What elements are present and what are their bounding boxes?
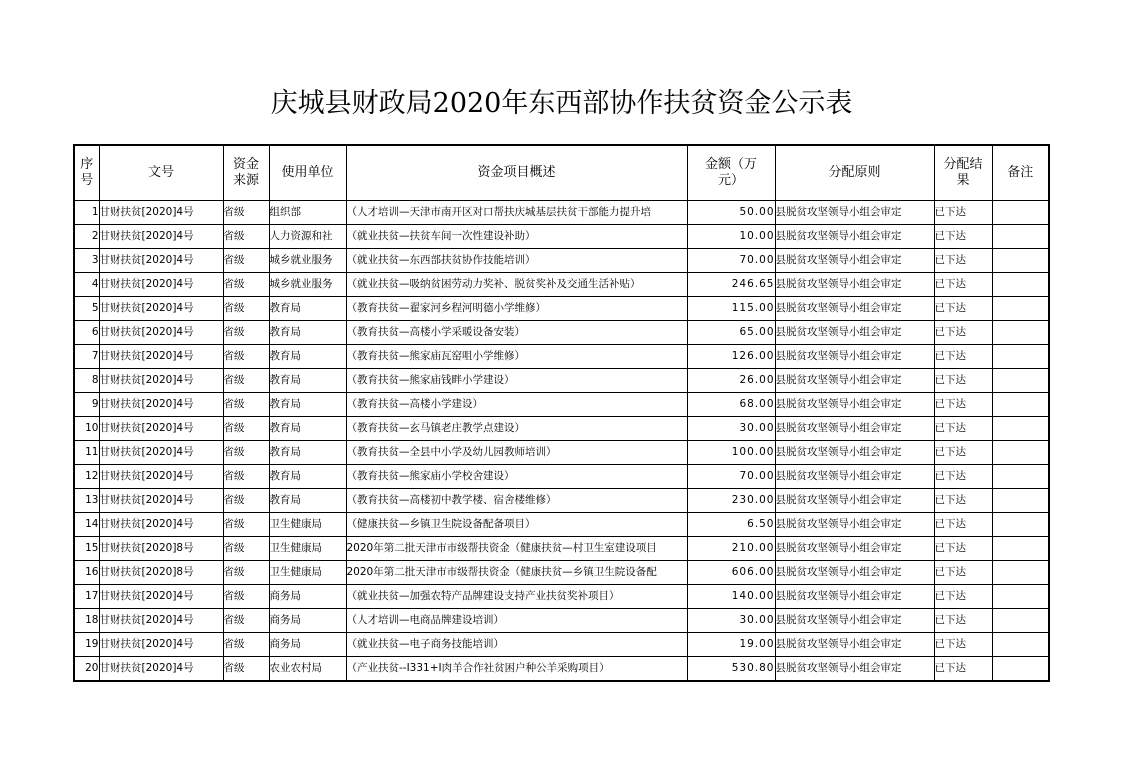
- cell-allocation-result: 已下达: [934, 417, 992, 441]
- cell-doc-number: 甘财扶贫[2020]4号: [99, 513, 223, 537]
- cell-fund-source: 省级: [223, 513, 269, 537]
- cell-note: [992, 393, 1049, 417]
- cell-allocation-result: 已下达: [934, 489, 992, 513]
- cell-amount: 30.00: [687, 417, 775, 441]
- cell-note: [992, 249, 1049, 273]
- cell-note: [992, 201, 1049, 225]
- cell-allocation-rule: 县脱贫攻坚领导小组会审定: [775, 273, 934, 297]
- cell-seq: 3: [74, 249, 99, 273]
- cell-doc-number: 甘财扶贫[2020]4号: [99, 489, 223, 513]
- cell-doc-number: 甘财扶贫[2020]8号: [99, 561, 223, 585]
- cell-allocation-result: 已下达: [934, 585, 992, 609]
- cell-using-unit: 农业农村局: [269, 657, 346, 682]
- cell-using-unit: 教育局: [269, 345, 346, 369]
- cell-project-summary: （健康扶贫—乡镇卫生院设备配备项目）: [346, 513, 687, 537]
- cell-amount: 230.00: [687, 489, 775, 513]
- table-row: [74, 369, 1049, 393]
- table-row: [74, 273, 1049, 297]
- cell-amount: 126.00: [687, 345, 775, 369]
- table-row: [74, 513, 1049, 537]
- cell-doc-number: 甘财扶贫[2020]8号: [99, 537, 223, 561]
- cell-project-summary: 2020年第二批天津市市级帮扶资金（健康扶贫—村卫生室建设项目: [346, 537, 687, 561]
- cell-doc-number: 甘财扶贫[2020]4号: [99, 609, 223, 633]
- cell-fund-source: 省级: [223, 585, 269, 609]
- cell-allocation-result: 已下达: [934, 633, 992, 657]
- cell-project-summary: （教育扶贫—高楼初中教学楼、宿舍楼维修）: [346, 489, 687, 513]
- cell-amount: 19.00: [687, 633, 775, 657]
- cell-note: [992, 633, 1049, 657]
- cell-doc-number: 甘财扶贫[2020]4号: [99, 273, 223, 297]
- cell-allocation-rule: 县脱贫攻坚领导小组会审定: [775, 249, 934, 273]
- cell-project-summary: （人才培训—天津市南开区对口帮扶庆城基层扶贫干部能力提升培: [346, 201, 687, 225]
- header-source: 资金来源: [223, 145, 269, 201]
- cell-doc-number: 甘财扶贫[2020]4号: [99, 249, 223, 273]
- cell-fund-source: 省级: [223, 297, 269, 321]
- cell-project-summary: （教育扶贫—翟家河乡程河明德小学维修）: [346, 297, 687, 321]
- cell-doc-number: 甘财扶贫[2020]4号: [99, 585, 223, 609]
- cell-fund-source: 省级: [223, 609, 269, 633]
- table-row: [74, 609, 1049, 633]
- cell-allocation-rule: 县脱贫攻坚领导小组会审定: [775, 417, 934, 441]
- cell-using-unit: 教育局: [269, 489, 346, 513]
- cell-doc-number: 甘财扶贫[2020]4号: [99, 225, 223, 249]
- cell-seq: 6: [74, 321, 99, 345]
- cell-amount: 26.00: [687, 369, 775, 393]
- cell-seq: 15: [74, 537, 99, 561]
- cell-note: [992, 297, 1049, 321]
- cell-using-unit: 商务局: [269, 633, 346, 657]
- cell-allocation-rule: 县脱贫攻坚领导小组会审定: [775, 513, 934, 537]
- cell-allocation-result: 已下达: [934, 465, 992, 489]
- cell-seq: 18: [74, 609, 99, 633]
- cell-allocation-rule: 县脱贫攻坚领导小组会审定: [775, 609, 934, 633]
- cell-seq: 5: [74, 297, 99, 321]
- header-desc: 资金项目概述: [346, 145, 687, 201]
- table-body: [74, 201, 1049, 682]
- cell-allocation-rule: 县脱贫攻坚领导小组会审定: [775, 489, 934, 513]
- cell-allocation-rule: 县脱贫攻坚领导小组会审定: [775, 345, 934, 369]
- header-note: 备注: [992, 145, 1049, 201]
- cell-amount: 6.50: [687, 513, 775, 537]
- cell-fund-source: 省级: [223, 417, 269, 441]
- header-rule: 分配原则: [775, 145, 934, 201]
- page-title: 庆城县财政局2020年东西部协作扶贫资金公示表: [270, 88, 853, 119]
- cell-fund-source: 省级: [223, 465, 269, 489]
- cell-amount: 246.65: [687, 273, 775, 297]
- cell-allocation-result: 已下达: [934, 201, 992, 225]
- cell-fund-source: 省级: [223, 201, 269, 225]
- table-row: [74, 489, 1049, 513]
- cell-amount: 70.00: [687, 465, 775, 489]
- cell-project-summary: （教育扶贫—熊家庙钱畔小学建设）: [346, 369, 687, 393]
- cell-amount: 10.00: [687, 225, 775, 249]
- cell-project-summary: （就业扶贫—扶贫车间一次性建设补助）: [346, 225, 687, 249]
- cell-note: [992, 585, 1049, 609]
- cell-using-unit: 卫生健康局: [269, 513, 346, 537]
- cell-allocation-result: 已下达: [934, 537, 992, 561]
- cell-allocation-result: 已下达: [934, 561, 992, 585]
- cell-using-unit: 教育局: [269, 393, 346, 417]
- cell-allocation-rule: 县脱贫攻坚领导小组会审定: [775, 465, 934, 489]
- header-doc: 文号: [99, 145, 223, 201]
- cell-amount: 70.00: [687, 249, 775, 273]
- cell-note: [992, 441, 1049, 465]
- header-unit: 使用单位: [269, 145, 346, 201]
- cell-note: [992, 417, 1049, 441]
- cell-seq: 14: [74, 513, 99, 537]
- header-row: [74, 145, 1049, 201]
- cell-using-unit: 城乡就业服务: [269, 249, 346, 273]
- cell-allocation-result: 已下达: [934, 393, 992, 417]
- cell-project-summary: （就业扶贫—东西部扶贫协作技能培训）: [346, 249, 687, 273]
- cell-using-unit: 教育局: [269, 417, 346, 441]
- fund-table: [73, 144, 1050, 682]
- cell-fund-source: 省级: [223, 657, 269, 682]
- cell-project-summary: 2020年第二批天津市市级帮扶资金（健康扶贫—乡镇卫生院设备配: [346, 561, 687, 585]
- cell-allocation-result: 已下达: [934, 513, 992, 537]
- cell-seq: 4: [74, 273, 99, 297]
- header-result: 分配结果: [934, 145, 992, 201]
- cell-allocation-result: 已下达: [934, 297, 992, 321]
- cell-note: [992, 225, 1049, 249]
- cell-project-summary: （产业扶贫--I331+I肉羊合作社贫困户种公羊采购项目）: [346, 657, 687, 682]
- header-amount: 金额（万元）: [687, 145, 775, 201]
- cell-project-summary: （教育扶贫—熊家庙小学校舍建设）: [346, 465, 687, 489]
- cell-fund-source: 省级: [223, 225, 269, 249]
- cell-project-summary: （就业扶贫—吸纳贫困劳动力奖补、脱贫奖补及交通生活补贴）: [346, 273, 687, 297]
- cell-amount: 210.00: [687, 537, 775, 561]
- cell-using-unit: 卫生健康局: [269, 537, 346, 561]
- cell-doc-number: 甘财扶贫[2020]4号: [99, 201, 223, 225]
- cell-amount: 65.00: [687, 321, 775, 345]
- cell-using-unit: 商务局: [269, 585, 346, 609]
- cell-fund-source: 省级: [223, 537, 269, 561]
- cell-using-unit: 组织部: [269, 201, 346, 225]
- cell-seq: 2: [74, 225, 99, 249]
- cell-seq: 9: [74, 393, 99, 417]
- cell-using-unit: 教育局: [269, 465, 346, 489]
- table-row: [74, 561, 1049, 585]
- cell-seq: 10: [74, 417, 99, 441]
- cell-using-unit: 教育局: [269, 441, 346, 465]
- cell-allocation-result: 已下达: [934, 345, 992, 369]
- cell-note: [992, 489, 1049, 513]
- cell-allocation-rule: 县脱贫攻坚领导小组会审定: [775, 585, 934, 609]
- cell-project-summary: （人才培训—电商品牌建设培训）: [346, 609, 687, 633]
- table-row: [74, 585, 1049, 609]
- cell-project-summary: （教育扶贫—高楼小学建设）: [346, 393, 687, 417]
- cell-doc-number: 甘财扶贫[2020]4号: [99, 393, 223, 417]
- cell-allocation-result: 已下达: [934, 369, 992, 393]
- cell-fund-source: 省级: [223, 633, 269, 657]
- cell-note: [992, 513, 1049, 537]
- cell-amount: 140.00: [687, 585, 775, 609]
- cell-amount: 115.00: [687, 297, 775, 321]
- cell-note: [992, 537, 1049, 561]
- cell-seq: 11: [74, 441, 99, 465]
- cell-doc-number: 甘财扶贫[2020]4号: [99, 345, 223, 369]
- cell-note: [992, 369, 1049, 393]
- cell-note: [992, 345, 1049, 369]
- cell-project-summary: （就业扶贫—加强农特产品牌建设支持产业扶贫奖补项目）: [346, 585, 687, 609]
- cell-allocation-result: 已下达: [934, 657, 992, 682]
- cell-amount: 50.00: [687, 201, 775, 225]
- cell-fund-source: 省级: [223, 321, 269, 345]
- cell-using-unit: 商务局: [269, 609, 346, 633]
- cell-fund-source: 省级: [223, 441, 269, 465]
- cell-doc-number: 甘财扶贫[2020]4号: [99, 657, 223, 682]
- table-row: [74, 201, 1049, 225]
- cell-fund-source: 省级: [223, 393, 269, 417]
- cell-using-unit: 城乡就业服务: [269, 273, 346, 297]
- cell-using-unit: 人力资源和社: [269, 225, 346, 249]
- table-row: [74, 297, 1049, 321]
- cell-using-unit: 教育局: [269, 297, 346, 321]
- cell-doc-number: 甘财扶贫[2020]4号: [99, 369, 223, 393]
- cell-project-summary: （教育扶贫—玄马镇老庄教学点建设）: [346, 417, 687, 441]
- cell-allocation-rule: 县脱贫攻坚领导小组会审定: [775, 537, 934, 561]
- cell-note: [992, 465, 1049, 489]
- cell-allocation-rule: 县脱贫攻坚领导小组会审定: [775, 225, 934, 249]
- cell-fund-source: 省级: [223, 273, 269, 297]
- cell-note: [992, 273, 1049, 297]
- cell-project-summary: （教育扶贫—高楼小学采暖设备安装）: [346, 321, 687, 345]
- cell-seq: 19: [74, 633, 99, 657]
- cell-amount: 100.00: [687, 441, 775, 465]
- cell-doc-number: 甘财扶贫[2020]4号: [99, 321, 223, 345]
- cell-seq: 12: [74, 465, 99, 489]
- cell-note: [992, 321, 1049, 345]
- cell-note: [992, 561, 1049, 585]
- table-row: [74, 657, 1049, 682]
- cell-fund-source: 省级: [223, 345, 269, 369]
- cell-allocation-rule: 县脱贫攻坚领导小组会审定: [775, 321, 934, 345]
- table-row: [74, 633, 1049, 657]
- cell-project-summary: （教育扶贫—熊家庙瓦窑咀小学维修）: [346, 345, 687, 369]
- table-row: [74, 393, 1049, 417]
- cell-allocation-rule: 县脱贫攻坚领导小组会审定: [775, 633, 934, 657]
- cell-doc-number: 甘财扶贫[2020]4号: [99, 417, 223, 441]
- cell-seq: 20: [74, 657, 99, 682]
- table-row: [74, 225, 1049, 249]
- cell-using-unit: 教育局: [269, 369, 346, 393]
- table-row: [74, 345, 1049, 369]
- cell-doc-number: 甘财扶贫[2020]4号: [99, 633, 223, 657]
- cell-doc-number: 甘财扶贫[2020]4号: [99, 465, 223, 489]
- cell-seq: 1: [74, 201, 99, 225]
- cell-using-unit: 卫生健康局: [269, 561, 346, 585]
- cell-fund-source: 省级: [223, 249, 269, 273]
- cell-allocation-rule: 县脱贫攻坚领导小组会审定: [775, 369, 934, 393]
- cell-fund-source: 省级: [223, 561, 269, 585]
- cell-project-summary: （教育扶贫—全县中小学及幼儿园教师培训）: [346, 441, 687, 465]
- cell-amount: 606.00: [687, 561, 775, 585]
- cell-seq: 7: [74, 345, 99, 369]
- cell-allocation-result: 已下达: [934, 441, 992, 465]
- cell-note: [992, 657, 1049, 682]
- table-row: [74, 537, 1049, 561]
- cell-allocation-result: 已下达: [934, 321, 992, 345]
- cell-allocation-rule: 县脱贫攻坚领导小组会审定: [775, 393, 934, 417]
- cell-allocation-rule: 县脱贫攻坚领导小组会审定: [775, 297, 934, 321]
- cell-fund-source: 省级: [223, 369, 269, 393]
- cell-seq: 8: [74, 369, 99, 393]
- cell-allocation-result: 已下达: [934, 273, 992, 297]
- cell-project-summary: （就业扶贫—电子商务技能培训）: [346, 633, 687, 657]
- cell-allocation-result: 已下达: [934, 249, 992, 273]
- cell-seq: 13: [74, 489, 99, 513]
- cell-allocation-result: 已下达: [934, 609, 992, 633]
- table-row: [74, 441, 1049, 465]
- cell-amount: 530.80: [687, 657, 775, 682]
- cell-amount: 30.00: [687, 609, 775, 633]
- cell-doc-number: 甘财扶贫[2020]4号: [99, 441, 223, 465]
- cell-allocation-result: 已下达: [934, 225, 992, 249]
- cell-allocation-rule: 县脱贫攻坚领导小组会审定: [775, 561, 934, 585]
- cell-seq: 16: [74, 561, 99, 585]
- cell-allocation-rule: 县脱贫攻坚领导小组会审定: [775, 201, 934, 225]
- cell-seq: 17: [74, 585, 99, 609]
- cell-amount: 68.00: [687, 393, 775, 417]
- cell-allocation-rule: 县脱贫攻坚领导小组会审定: [775, 441, 934, 465]
- header-seq: 序号: [74, 145, 99, 201]
- cell-using-unit: 教育局: [269, 321, 346, 345]
- cell-allocation-rule: 县脱贫攻坚领导小组会审定: [775, 657, 934, 682]
- table-row: [74, 465, 1049, 489]
- cell-note: [992, 609, 1049, 633]
- table-row: [74, 321, 1049, 345]
- cell-fund-source: 省级: [223, 489, 269, 513]
- cell-doc-number: 甘财扶贫[2020]4号: [99, 297, 223, 321]
- table-row: [74, 249, 1049, 273]
- table-row: [74, 417, 1049, 441]
